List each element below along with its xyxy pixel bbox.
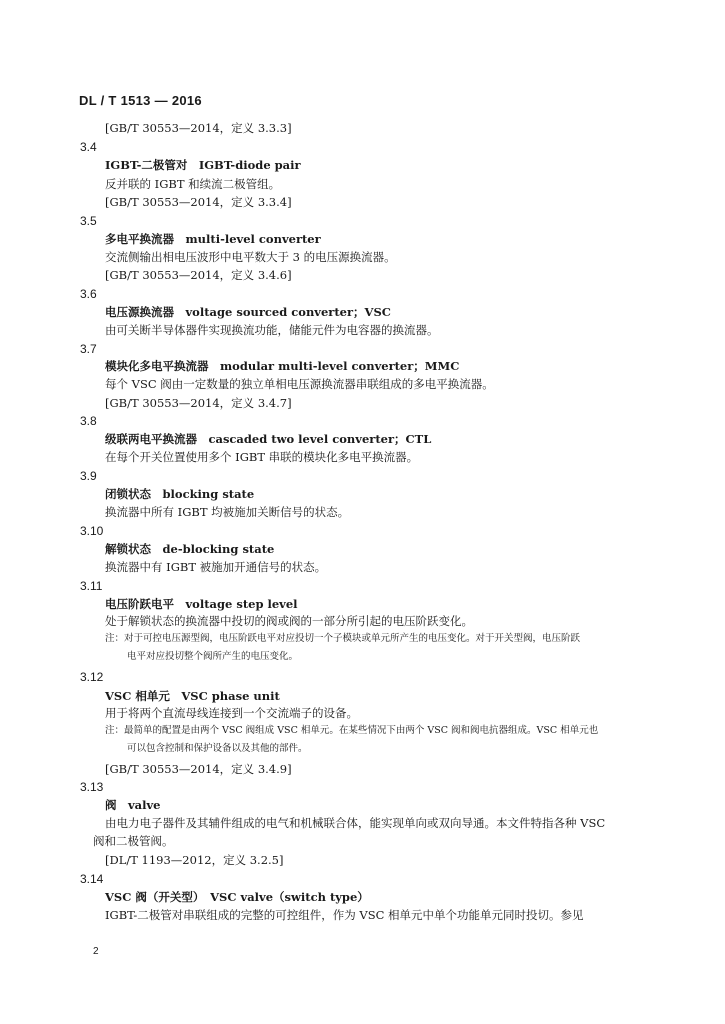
term-title: 闭锁状态 blocking state	[105, 487, 255, 501]
reference: [GB/T 30553—2014，定义 3.4.6]	[105, 268, 292, 282]
term-title: VSC 阀（开关型） VSC valve（switch type）	[105, 890, 369, 904]
term-definition: 换流器中有 IGBT 被施加开通信号的状态。	[105, 560, 327, 574]
note-continued: 电平对应投切整个阀所产生的电压变化。	[127, 651, 299, 662]
term-definition: 交流侧输出相电压波形中电平数大于 3 的电压源换流器。	[105, 250, 396, 264]
note: 注：最简单的配置是由两个 VSC 阀组成 VSC 相单元。在某些情况下由两个 VSC 阀和阀电抗器组成。VSC 相单元也	[105, 725, 599, 736]
term-definition: 换流器中所有 IGBT 均被施加关断信号的状态。	[105, 505, 350, 519]
term-title: 电压源换流器 voltage sourced converter；VSC	[105, 305, 391, 319]
clause-number: 3.8	[80, 414, 97, 428]
clause-number: 3.10	[80, 524, 104, 538]
reference: [GB/T 30553—2014，定义 3.3.4]	[105, 195, 292, 209]
clause-number: 3.4	[80, 140, 97, 154]
term-title: 级联两电平换流器 cascaded two level converter；CTL	[105, 432, 432, 446]
clause-number: 3.7	[80, 342, 97, 356]
page-number: 2	[93, 946, 99, 957]
term-definition: IGBT-二极管对串联组成的完整的可控组件，作为 VSC 相单元中单个功能单元同时投切。参见	[105, 908, 584, 922]
reference: [GB/T 30553—2014，定义 3.3.3]	[105, 121, 292, 135]
clause-number: 3.5	[80, 214, 97, 228]
clause-number: 3.14	[80, 872, 104, 886]
reference: [DL/T 1193—2012，定义 3.2.5]	[105, 853, 284, 867]
reference: [GB/T 30553—2014，定义 3.4.9]	[105, 762, 292, 776]
term-definition: 由可关断半导体器件实现换流功能，储能元件为电容器的换流器。	[105, 323, 439, 337]
term-title: 阀 valve	[105, 798, 161, 812]
term-definition: 在每个开关位置使用多个 IGBT 串联的模块化多电平换流器。	[105, 450, 419, 464]
standard-header: DL / T 1513 — 2016	[79, 93, 202, 108]
clause-number: 3.11	[80, 579, 103, 593]
term-title: 解锁状态 de-blocking state	[105, 542, 275, 556]
term-definition-continued: 阀和二极管阀。	[93, 834, 174, 848]
term-definition: 处于解锁状态的换流器中投切的阀或阀的一部分所引起的电压阶跃变化。	[105, 614, 473, 628]
note: 注：对于可控电压源型阀，电压阶跃电平对应投切一个子模块或单元所产生的电压变化。对于开关型阀，电压阶跃	[105, 633, 581, 644]
term-title: IGBT-二极管对 IGBT-diode pair	[105, 158, 301, 172]
term-definition: 由电力电子器件及其辅件组成的电气和机械联合体，能实现单向或双向导通。本文件特指各种 VSC	[105, 816, 606, 830]
term-definition: 用于将两个直流母线连接到一个交流端子的设备。	[105, 706, 358, 720]
term-title: 模块化多电平换流器 modular multi-level converter；MMC	[105, 359, 460, 373]
clause-number: 3.12	[80, 670, 104, 684]
clause-number: 3.9	[80, 469, 97, 483]
term-title: 电压阶跃电平 voltage step level	[105, 597, 298, 611]
term-definition: 反并联的 IGBT 和续流二极管组。	[105, 177, 281, 191]
term-title: 多电平换流器 multi-level converter	[105, 232, 321, 246]
note-continued: 可以包含控制和保护设备以及其他的部件。	[127, 743, 308, 754]
term-definition: 每个 VSC 阀由一定数量的独立单相电压源换流器串联组成的多电平换流器。	[105, 377, 494, 391]
clause-number: 3.6	[80, 287, 97, 301]
clause-number: 3.13	[80, 780, 104, 794]
reference: [GB/T 30553—2014，定义 3.4.7]	[105, 396, 292, 410]
term-title: VSC 相单元 VSC phase unit	[105, 689, 280, 703]
